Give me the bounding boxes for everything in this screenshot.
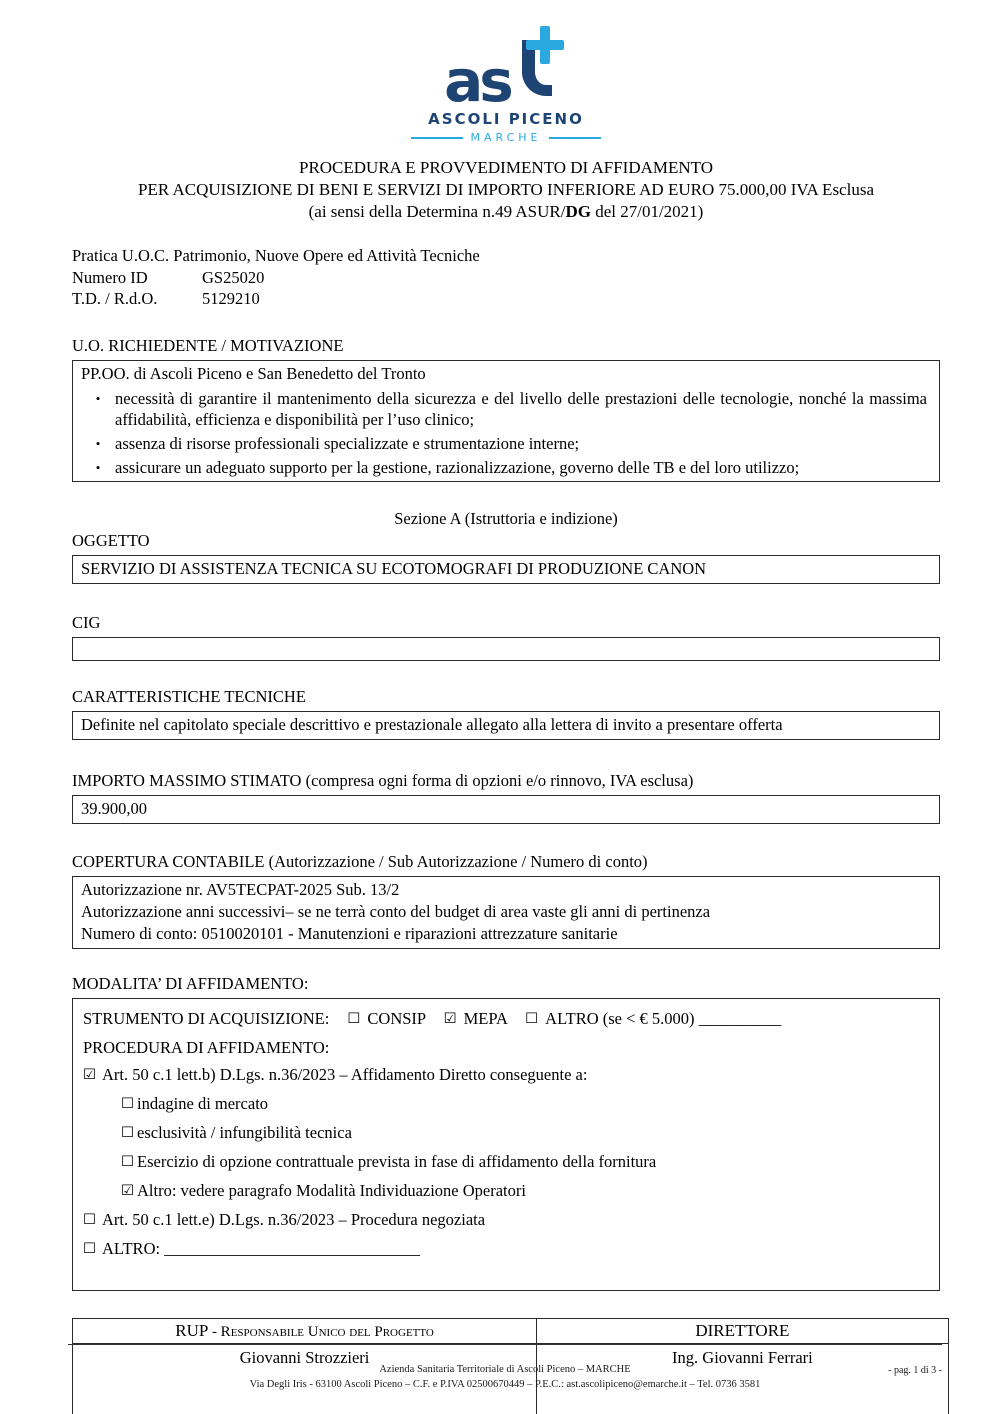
bullet-item: • assicurare un adeguato supporto per la gestione, razionalizzazione, governo delle TB e del loro utilizzo;	[81, 457, 931, 478]
checkbox-unchecked-icon: ☐	[83, 1211, 96, 1228]
procedura-item-art50e: ☐ Art. 50 c.1 lett.e) D.Lgs. n.36/2023 – Procedura negoziata	[83, 1206, 929, 1235]
signature-header-row	[73, 1318, 949, 1343]
strumento-line	[83, 1005, 929, 1034]
motivation-bullets	[81, 388, 931, 478]
title-line-1: PROCEDURA E PROVVEDIMENTO DI AFFIDAMENTO	[298, 158, 714, 177]
caratteristiche-box: Definite nel capitolato speciale descrittivo e prestazionale allegato alla lettera di invito a presentare offerta	[72, 711, 940, 740]
title-line-2: PER ACQUISIZIONE DI BENI E SERVIZI DI IMPORTO INFERIORE AD EURO 75.000,00 IVA Esclusa	[137, 180, 874, 199]
copertura-line: Autorizzazione anni successivi– se ne terrà conto del budget di area vaste gli anni di pertinenza	[81, 901, 711, 921]
checkbox-unchecked-icon: ☐	[525, 1010, 539, 1027]
numero-id-value: GS25020	[202, 267, 265, 287]
logo-dash-left	[411, 137, 463, 139]
logo-region-name: MARCHE	[470, 131, 542, 144]
footer-address-line: Via Degli Iris - 63100 Ascoli Piceno – C.F. e P.IVA 02500670449 – P.E.C.: ast.ascolipiceno@emarche.it – Tel. 0736 3581	[249, 1379, 761, 1390]
footer-org-line: Azienda Sanitaria Territoriale di Ascoli Piceno – MARCHE	[379, 1364, 631, 1375]
plus-icon	[526, 26, 564, 64]
importo-heading: IMPORTO MASSIMO STIMATO (compresa ogni forma di opzioni e/o rinnovo, IVA esclusa)	[72, 770, 694, 790]
td-rdo-row	[72, 288, 940, 310]
bullet-icon: •	[95, 459, 101, 475]
checkbox-unchecked-icon: ☐	[83, 1240, 96, 1257]
modalita-box	[72, 998, 940, 1291]
altro-blank-line: _______________________________	[164, 1238, 420, 1258]
td-rdo-value: 5129210	[202, 289, 260, 308]
procedura-label: PROCEDURA DI AFFIDAMENTO:	[83, 1037, 330, 1057]
oggetto-box: SERVIZIO DI ASSISTENZA TECNICA SU ECOTOMOGRAFI DI PRODUZIONE CANON	[72, 555, 940, 584]
page-footer	[68, 1344, 942, 1392]
strumento-label: STRUMENTO DI ACQUISIZIONE:	[83, 1008, 330, 1028]
procedura-item-esercizio-opzione: ☐ Esercizio di opzione contrattuale prevista in fase di affidamento della fornitura	[121, 1148, 929, 1177]
bullet-icon: •	[95, 390, 101, 406]
pratica-line: Pratica U.O.C. Patrimonio, Nuove Opere ed Attività Tecniche	[72, 246, 480, 265]
checkbox-checked-icon: ☑	[83, 1066, 96, 1083]
logo-region-row	[396, 131, 616, 144]
procedura-item-indagine: ☐ indagine di mercato	[121, 1090, 929, 1119]
copertura-heading: COPERTURA CONTABILE (Autorizzazione / Sub Autorizzazione / Numero di conto)	[72, 851, 648, 871]
option-altro: ☐ ALTRO (se < € 5.000)	[525, 1009, 694, 1028]
footer-divider	[68, 1344, 942, 1345]
checkbox-unchecked-icon: ☐	[347, 1010, 361, 1027]
checkbox-unchecked-icon: ☐	[121, 1124, 134, 1141]
cig-box	[72, 637, 940, 661]
document-title	[72, 157, 940, 223]
logo-org-name: ASCOLI PICENO	[428, 110, 584, 128]
direttore-name: Ing. Giovanni Ferrari	[537, 1343, 949, 1414]
footer-text	[68, 1362, 942, 1392]
logo-dash-right	[549, 137, 601, 139]
oggetto-heading: OGGETTO	[72, 530, 150, 550]
checkbox-checked-icon: ☑	[443, 1010, 457, 1027]
option-mepa: ☑ MEPA	[444, 1009, 507, 1028]
bullet-item: • necessità di garantire il mantenimento della sicurezza e del livello delle prestazioni delle tecnologie, nonché la massima affidabilità, efficienza e disponibilità per l’uso clinico;	[81, 388, 931, 430]
uo-richiedente-heading: U.O. RICHIEDENTE / MOTIVAZIONE	[72, 335, 344, 355]
logo-as-text: as	[444, 47, 510, 115]
bullet-icon: •	[95, 435, 101, 451]
td-rdo-label: T.D. / R.d.O.	[72, 289, 158, 308]
caratteristiche-heading: CARATTERISTICHE TECNICHE	[72, 686, 306, 706]
sezione-a-title: Sezione A (Istruttoria e indizione)	[394, 508, 618, 528]
procedura-item-altro: ☐ ALTRO: _______________________________	[83, 1235, 929, 1264]
checkbox-unchecked-icon: ☐	[121, 1153, 134, 1170]
procedura-item-altro-paragrafo: ☑ Altro: vedere paragrafo Modalità Individuazione Operatori	[121, 1177, 929, 1206]
uo-intro: PP.OO. di Ascoli Piceno e San Benedetto del Tronto	[81, 363, 426, 383]
ast-logo	[396, 26, 616, 144]
modalita-heading: MODALITA’ DI AFFIDAMENTO:	[72, 973, 309, 993]
bullet-item: • assenza di risorse professionali specializzate e strumentazione interne;	[81, 433, 931, 454]
importo-box: 39.900,00	[72, 795, 940, 824]
procedura-item-art50b: ☑ Art. 50 c.1 lett.b) D.Lgs. n.36/2023 – Affidamento Diretto conseguente a:	[83, 1061, 929, 1090]
copertura-line: Numero di conto: 0510020101 - Manutenzioni e riparazioni attrezzature sanitarie	[81, 923, 618, 943]
logo-t-glyph	[510, 26, 568, 104]
numero-id-row	[72, 267, 940, 289]
uo-richiedente-box	[72, 360, 940, 482]
rup-name: Giovanni Strozzieri	[73, 1343, 537, 1414]
checkbox-checked-icon: ☑	[121, 1182, 134, 1199]
strumento-blank-line: __________	[698, 1008, 782, 1028]
title-dg-bold: DG	[565, 202, 591, 221]
copertura-line: Autorizzazione nr. AV5TECPAT-2025 Sub. 13/2	[81, 879, 400, 899]
numero-id-label: Numero ID	[72, 267, 148, 287]
title-line-3: (ai sensi della Determina n.49 ASUR/DG del 27/01/2021)	[308, 202, 704, 221]
copertura-box	[72, 876, 940, 949]
direttore-header: DIRETTORE	[537, 1318, 949, 1343]
page-number: - pag. 1 di 3 -	[888, 1365, 942, 1376]
procedura-item-esclusivita: ☐ esclusività / infungibilità tecnica	[121, 1119, 929, 1148]
option-consip: ☐ CONSIP	[347, 1009, 425, 1028]
ast-wordmark	[396, 26, 616, 115]
pratica-info	[72, 245, 940, 310]
checkbox-unchecked-icon: ☐	[121, 1095, 134, 1112]
rup-header: RUP - Responsabile Unico del Progetto	[73, 1318, 537, 1343]
cig-heading: CIG	[72, 612, 101, 632]
